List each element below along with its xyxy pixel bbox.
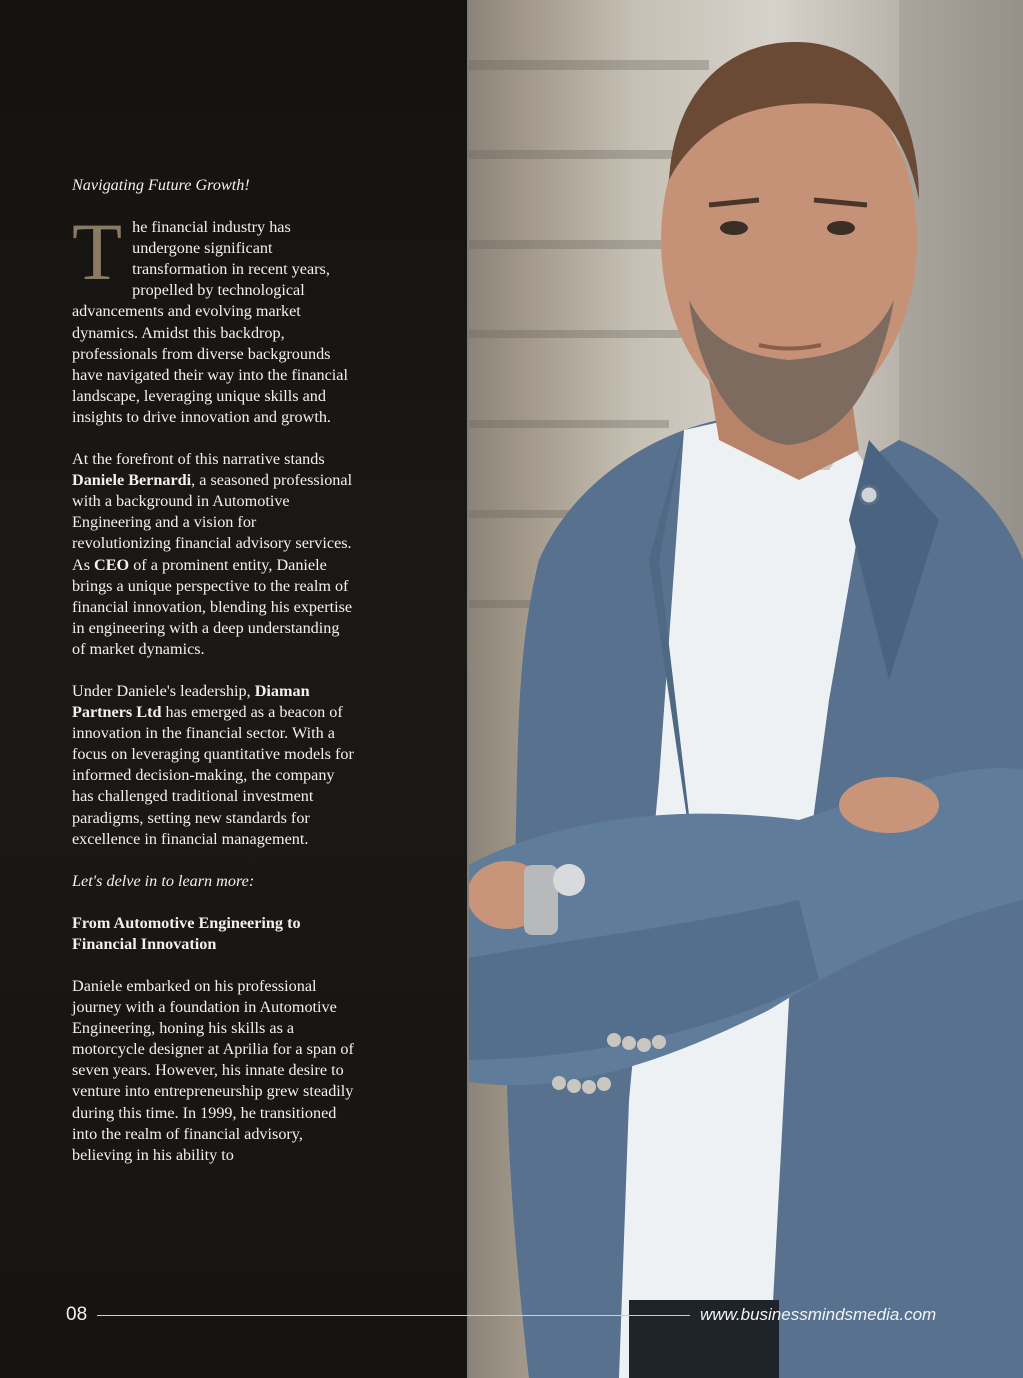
paragraph-text: of a prominent entity, Daniele brings a unique perspective to the realm of financial innovation, blending his expertise in engineering with a deep understanding of market dynamics.	[72, 555, 353, 658]
paragraph-company	[72, 681, 356, 850]
page-number: 08	[66, 1304, 88, 1325]
portrait-illustration	[469, 0, 1023, 1378]
paragraph-text: has emerged as a beacon of innovation in the financial sector. With a focus on leveraging quantitative models for informed decision-making, the company has challenged traditional investment paradigms, setting new standards for excellence in financial management.	[72, 703, 354, 848]
drop-cap: T	[72, 206, 123, 298]
paragraph-text: Under Daniele's leadership,	[72, 681, 255, 700]
job-title: CEO	[94, 555, 130, 574]
paragraph-text: At the forefront of this narrative stands	[72, 450, 325, 469]
footer-rule	[97, 1315, 690, 1316]
paragraph-text: , a seasoned professional with a background in Automotive Engineering and a vision for revolutionizing financial advisory services. As	[72, 471, 353, 574]
portrait-photo	[469, 0, 1023, 1378]
intro-paragraph	[72, 206, 356, 428]
person-name: Daniele Bernardi	[72, 471, 192, 490]
article-kicker: Navigating Future Growth!	[72, 176, 250, 194]
intro-text: he financial industry has undergone significant transformation in recent years, propelled by technological advancements and evolving market dynamics. Amidst this backdrop, professionals from diverse backgrounds have navigated their way into the financial landscape, leveraging unique skills and insights to drive innovation and growth.	[72, 218, 348, 426]
company-name: Diaman Partners Ltd	[72, 681, 310, 722]
section-heading: From Automotive Engineering to Financial Innovation	[72, 913, 301, 953]
paragraph-journey: Daniele embarked on his professional journey with a foundation in Automotive Engineering, honing his skills as a motorcycle designer at Aprilia for a span of seven years. However, his innate desire to venture into entrepreneurship grew steadily during this time. In 1999, he transitioned into the realm of financial advisory, believing in his ability to	[72, 977, 354, 1164]
lead-in: Let's delve in to learn more:	[72, 871, 255, 890]
article-column	[72, 175, 356, 1187]
website-url[interactable]: www.businessmindsmedia.com	[700, 1305, 937, 1324]
paragraph-ceo	[72, 449, 356, 660]
